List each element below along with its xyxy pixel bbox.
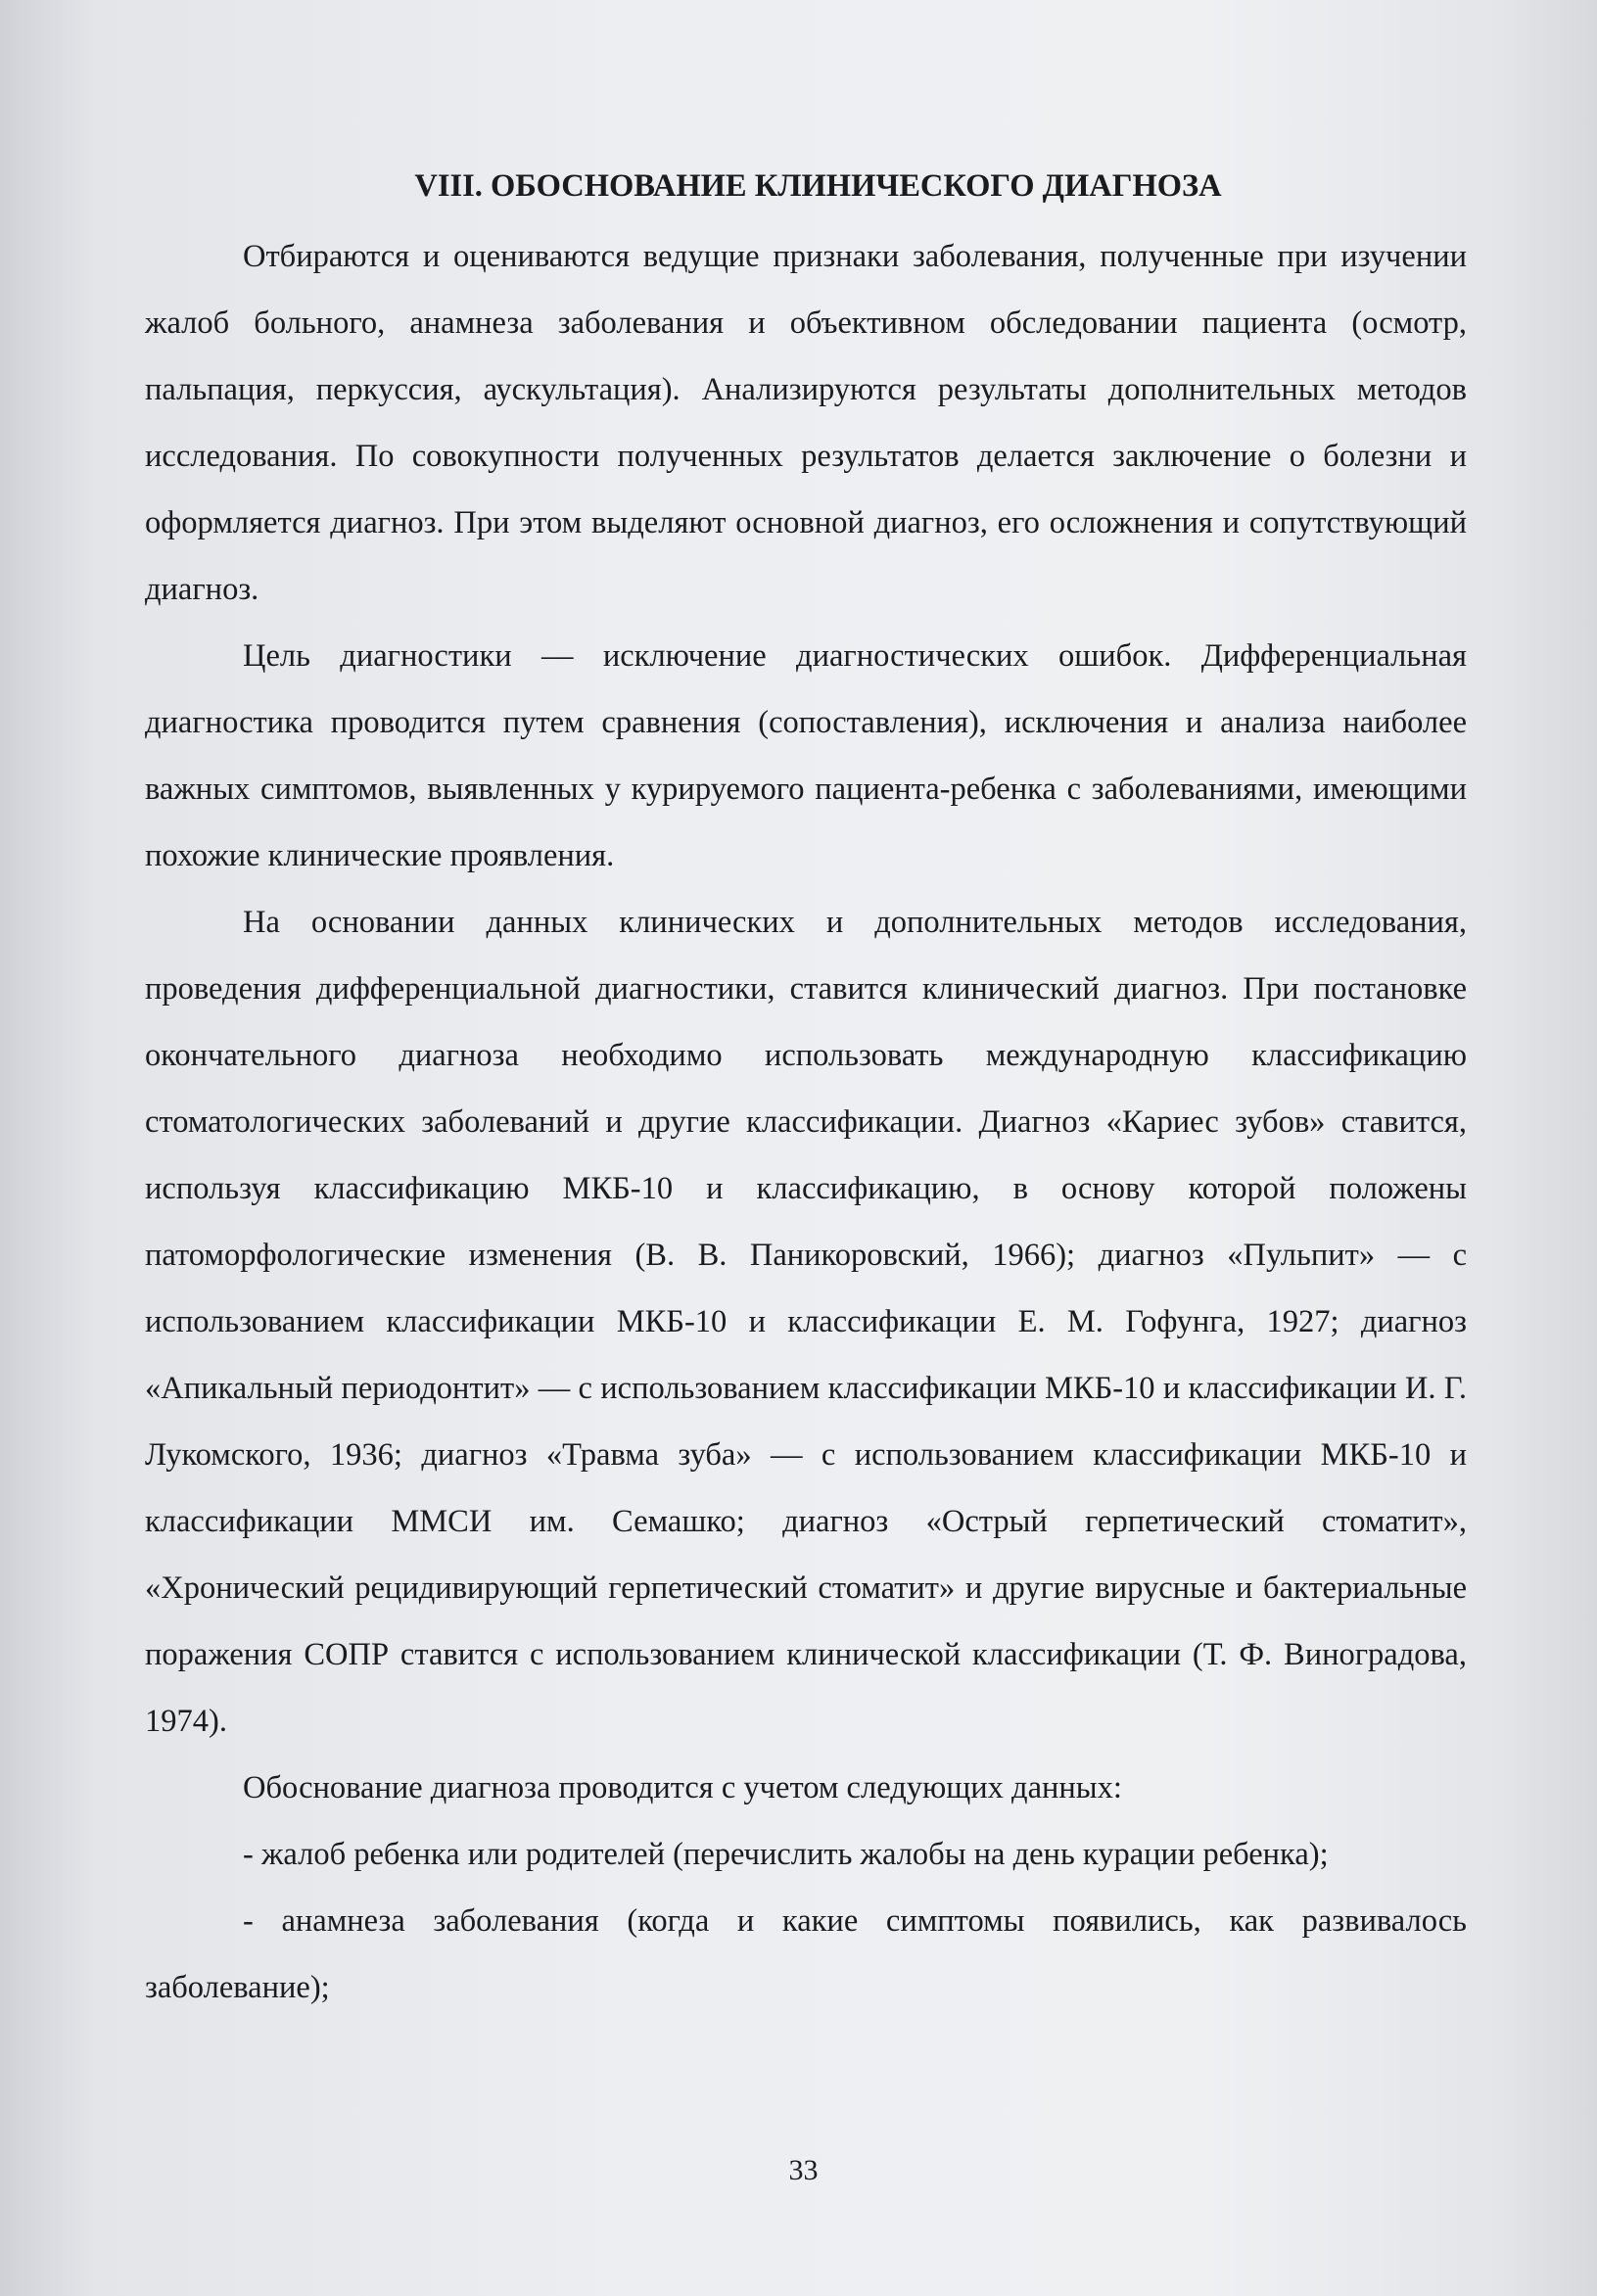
paragraph-diagnosis-goal: Цель диагностики — исключение диагностических ошибок. Дифференциальная диагностика проводится путем сравнения (сопоставления), исключения и анализа наиболее важных симптомов, выявленных у курируемого пациента-ребенка с заболеваниями, имеющими похожие клинические проявления. xyxy=(145,638,1467,873)
paragraph-justification-intro: Обоснование диагноза проводится с учетом следующих данных: xyxy=(243,1770,1122,1805)
paragraph-clinical-diagnosis: На основании данных клинических и дополнительных методов исследования, проведения дифференциальной диагностики, ставится клинический диагноз. При постановке окончательного диагноза необходимо использовать международную классификацию стоматологических заболеваний и другие классификации. Диагноз «Кариес зубов» ставится, используя классификацию МКБ-10 и классификацию, в основу которой положены патоморфологические изменения (В. В. Паникоровский, 1966); диагноз «Пульпит» — с использованием классификации МКБ-10 и классификации Е. М. Гофунга, 1927; диагноз «Апикальный периодонтит» — с использованием классификации МКБ-10 и классификации И. Г. Лукомского, 1936; диагноз «Травма зуба» — с использованием классификации МКБ-10 и классификации ММСИ им. Семашко; диагноз «Острый герпетический стоматит», «Хронический рецидивирующий герпетический стоматит» и другие вирусные и бактериальные поражения СОПР ставится с использованием клинической классификации (Т. Ф. Виноградова, 1974). xyxy=(145,905,1467,1739)
list-item-complaints: - жалоб ребенка или родителей (перечислить жалобы на день курации ребенка); xyxy=(243,1837,1329,1872)
page-content xyxy=(145,157,1467,2021)
page-number: 33 xyxy=(788,2154,819,2186)
list-item-anamnesis: - анамнеза заболевания (когда и какие симптомы появились, как развивалось заболевание); xyxy=(145,1903,1467,2005)
paragraph-diagnosis-basis: Отбираются и оцениваются ведущие признаки заболевания, полученные при изучении жалоб больного, анамнеза заболевания и объективном обследовании пациента (осмотр, пальпация, перкуссия, аускультация). Анализируются результаты дополнительных методов исследования. По совокупности полученных результатов делается заключение о болезни и оформляется диагноз. При этом выделяют основной диагноз, его осложнения и сопутствующий диагноз. xyxy=(145,239,1467,607)
section-heading: VIII. ОБОСНОВАНИЕ КЛИНИЧЕСКОГО ДИАГНОЗА xyxy=(414,168,1222,204)
